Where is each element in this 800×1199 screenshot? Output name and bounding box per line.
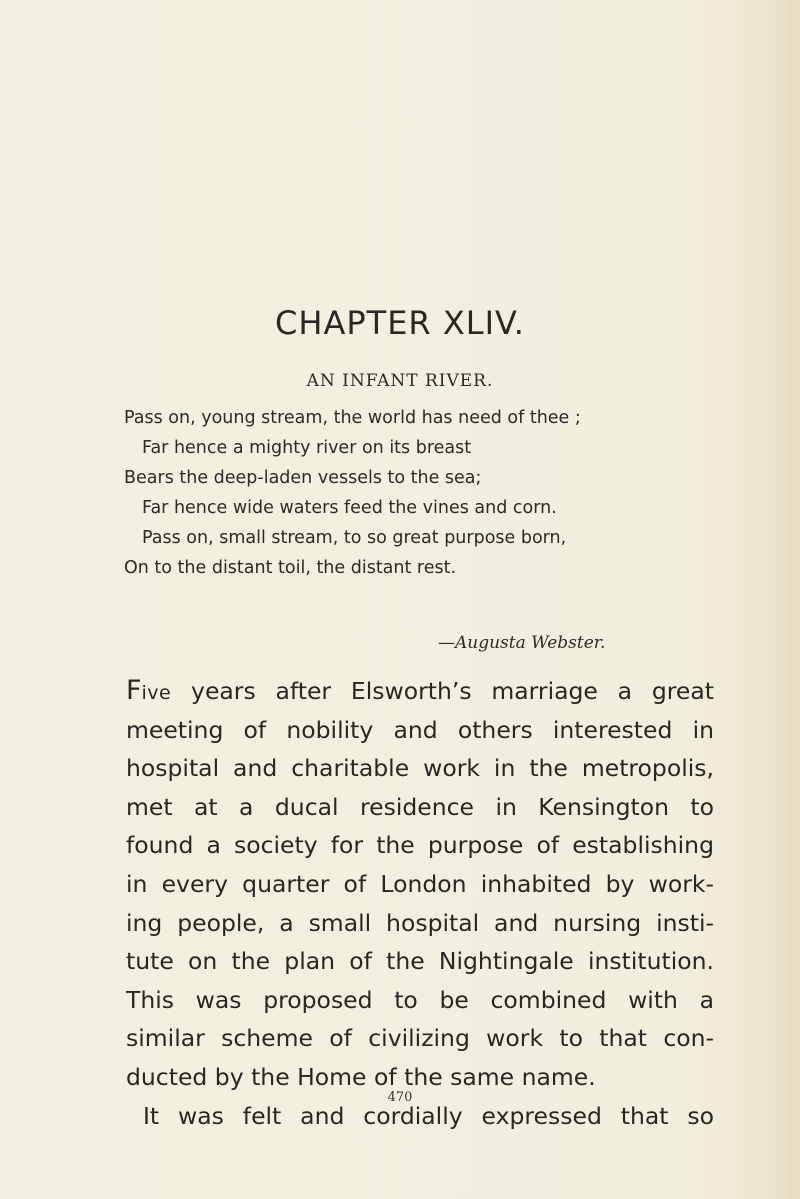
body-line: in every quarter of London inhabited by work- [126, 869, 714, 898]
poem-line: Far hence wide waters feed the vines and corn. [142, 498, 557, 518]
body-line: similar scheme of civilizing work to that con- [126, 1024, 714, 1053]
poem-line: Pass on, young stream, the world has need of thee ; [124, 408, 581, 428]
page-number: 470 [387, 1090, 413, 1105]
body-line: ing people, a small hospital and nursing insti- [126, 908, 714, 937]
body-line: This was proposed to be combined with a [126, 985, 714, 1014]
body-line: met at a ducal residence in Kensington to [126, 792, 714, 821]
body-line-first [126, 672, 714, 711]
poem-attribution: —Augusta Webster. [438, 633, 606, 653]
poem-line: On to the distant toil, the distant rest. [124, 558, 457, 578]
body-line: hospital and charitable work in the metropolis, [126, 754, 714, 783]
poem-line: Pass on, small stream, to so great purpose born, [142, 528, 567, 548]
body-line: tute on the plan of the Nightingale institution. [126, 947, 714, 976]
poem-line: Bears the deep-laden vessels to the sea; [124, 468, 482, 488]
drop-initial: F [126, 675, 142, 706]
chapter-title: CHAPTER XLIV. [275, 304, 525, 342]
chapter-subtitle: AN INFANT RIVER. [306, 371, 494, 391]
body-line: meeting of nobility and others interested in [126, 715, 714, 744]
body-line: found a society for the purpose of establishing [126, 831, 714, 860]
body-line-first-rest: years after Elsworth’s marriage a great [171, 677, 714, 705]
poem-line: Far hence a mighty river on its breast [142, 438, 472, 458]
body-line: ducted by the Home of the same name. [126, 1062, 596, 1091]
small-caps-word: ive [141, 682, 172, 704]
body-line-new-paragraph: It was felt and cordially expressed that so [143, 1101, 714, 1130]
body-paragraph [126, 672, 714, 1135]
